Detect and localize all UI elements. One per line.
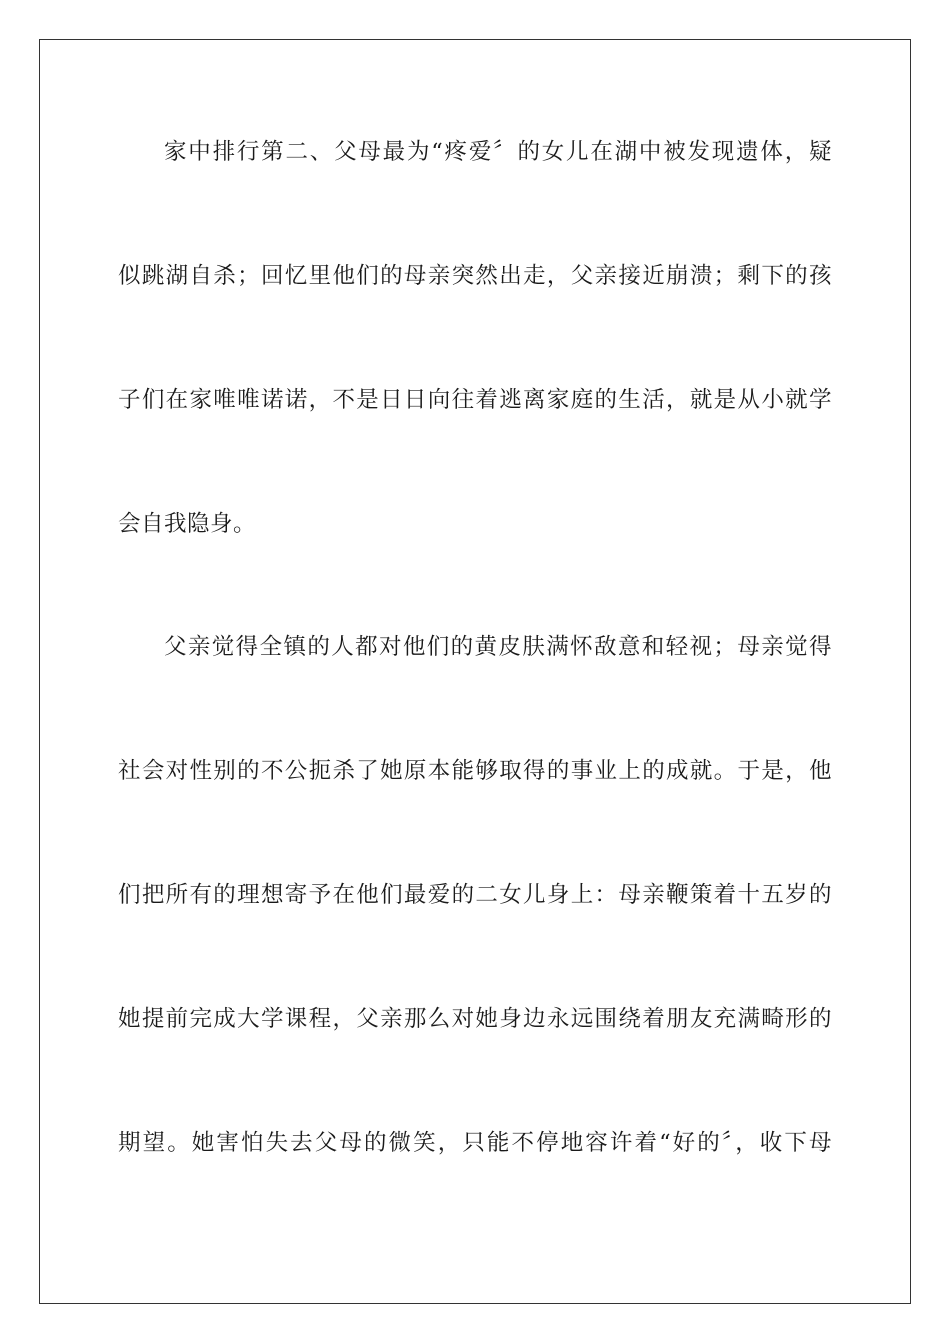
paragraph-1-line-4: 会自我隐身。 [118,511,257,537]
paragraph-2-line-3: 们把所有的理想寄予在他们最爱的二女儿身上：母亲鞭策着十五岁的 [118,882,832,908]
paragraph-2-line-5: 期望。她害怕失去父母的微笑，只能不停地容许着“好的〞，收下母 [118,1130,832,1156]
paragraph-2-line-2: 社会对性别的不公扼杀了她原本能够取得的事业上的成就。于是，他 [118,758,832,784]
paragraph-2-line-1: 父亲觉得全镇的人都对他们的黄皮肤满怀敌意和轻视；母亲觉得 [164,634,832,660]
paragraph-2-line-4: 她提前完成大学课程，父亲那么对她身边永远围绕着朋友充满畸形的 [118,1006,832,1032]
paragraph-1-line-2: 似跳湖自杀；回忆里他们的母亲突然出走，父亲接近崩溃；剩下的孩 [118,263,832,289]
paragraph-1-line-1: 家中排行第二、父母最为“疼爱〞的女儿在湖中被发现遗体，疑 [164,139,832,165]
paragraph-1-line-3: 子们在家唯唯诺诺，不是日日向往着逃离家庭的生活，就是从小就学 [118,387,832,413]
page-border [39,39,911,1304]
